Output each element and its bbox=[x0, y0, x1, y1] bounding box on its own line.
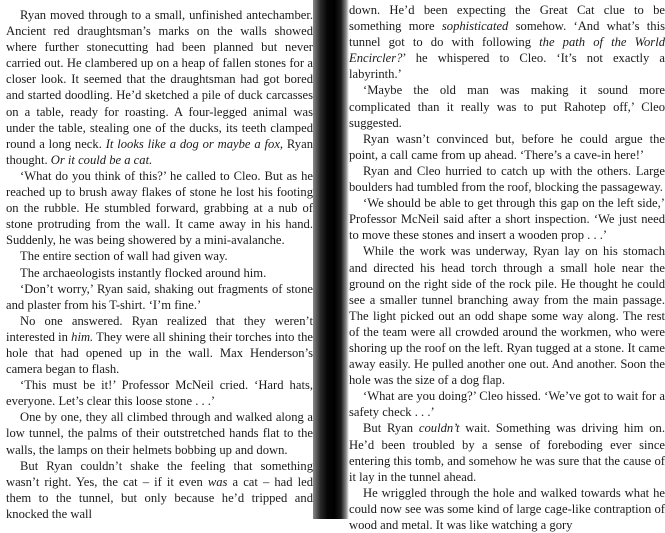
paragraph bbox=[6, 7, 313, 168]
paragraph bbox=[6, 168, 313, 248]
text-run: ’ he whispered to Cleo. ‘It’s not exactly a labyrinth.’ bbox=[349, 51, 665, 82]
text-run: ‘This must be it!’ Professor McNeil cried. ‘Hard hats, everyone. Let’s clear this loose stone . . .’ bbox=[6, 378, 313, 409]
text-run: wait. Something was driving him on. He’d been troubled by a sense of foreboding ever since entering this tomb, and somehow he was sure that the cause of it lay in the tunnel ahead. bbox=[349, 421, 665, 484]
text-run: Ryan wasn’t convinced but, before he could argue the point, a call came from up ahead. ‘There’s a cave-in here!’ bbox=[349, 131, 665, 162]
text-run: ‘What do you think of this?’ he called to Cleo. But as he reached up to brush away flakes of stone he lost his footing on the rubble. He stumbled forward, grabbing at a nub of stone protruding from the wall. It came away in his hand. Suddenly, he was being showered by a mini-avalanche. bbox=[6, 168, 313, 248]
text-run: But Ryan bbox=[363, 421, 419, 436]
italic-text: It looks like a dog or maybe a fox, bbox=[105, 136, 284, 151]
paragraph bbox=[349, 2, 665, 82]
text-run: He wriggled through the hole and walked towards what he could now see was some kind of large cage-like contraption of wood and metal. It was like watching a gory bbox=[349, 485, 665, 532]
paragraph bbox=[349, 195, 665, 243]
text-run: ‘Maybe the old man was making it sound more complicated than it really was to put Rahotep off,’ Cleo suggested. bbox=[349, 83, 665, 130]
text-run: down. He’d been expecting the Great Cat clue to be something more bbox=[349, 3, 665, 34]
paragraph bbox=[349, 131, 665, 163]
paragraph bbox=[6, 281, 313, 313]
paragraph bbox=[6, 265, 313, 281]
italic-text: him. bbox=[71, 329, 94, 344]
italic-text: Or it could be a cat. bbox=[50, 152, 153, 167]
paragraph bbox=[6, 313, 313, 377]
left-page bbox=[6, 0, 313, 526]
text-run: While the work was underway, Ryan lay on his stomach and directed his head torch through a small hole near the ground on the right side of the rock pile. He thought he could see a smaller tunnel branching away from the main passage. The light picked out an odd shape some way along. The rest of the team were all crowded around the workmen, who were shoring up the roof on the left. Ryan tugged at a stone. It came away easily. He pulled another one out. And another. Soon the hole was the size of a dog flap. bbox=[349, 244, 665, 388]
right-page bbox=[349, 0, 665, 532]
text-run: One by one, they all climbed through and walked along a low tunnel, the palms of their outstretched hands flat to the walls, the lamps on their helmets bobbing up and down. bbox=[6, 410, 313, 457]
italic-text: the path of the World Encircler? bbox=[349, 35, 665, 66]
paragraph bbox=[6, 248, 313, 264]
text-run: No one answered. Ryan realized that they weren’t interested in bbox=[6, 313, 313, 344]
paragraph bbox=[6, 409, 313, 457]
text-run: Ryan thought. bbox=[6, 136, 313, 167]
text-run: But Ryan couldn’t shake the feeling that something wasn’t right. Yes, the cat – if it even bbox=[6, 458, 313, 489]
text-run: somehow. ‘And what’s this tunnel got to do with following bbox=[349, 19, 665, 50]
paragraph bbox=[6, 377, 313, 409]
italic-text: was bbox=[207, 474, 228, 489]
paragraph bbox=[349, 243, 665, 388]
text-run: The entire section of wall had given way. bbox=[20, 249, 228, 264]
book-gutter bbox=[313, 0, 349, 519]
text-run: a cat – had led them to the tunnel, but only because he’d tripped and knocked the wall bbox=[6, 474, 313, 521]
text-run: ‘Don’t worry,’ Ryan said, shaking out fragments of stone and plaster from his T-shirt. ‘I’m fine.’ bbox=[6, 281, 313, 312]
text-run: Ryan moved through to a small, unfinished antechamber. Ancient red draughtsman’s marks on the walls showed where further stonecutting had been planned but never carried out. He clambered up on a heap of fallen stones for a closer look. It seemed that the draughtsman had got bored and started doodling. He’d sketched a pile of duck carcasses on a table, ready for roasting. A four-legged animal was under the table, stealing one of the ducks, its teeth clamped round a long neck. bbox=[6, 8, 313, 151]
text-run: The archaeologists instantly flocked around him. bbox=[20, 265, 267, 280]
text-run: Ryan and Cleo hurried to catch up with the others. Large boulders had tumbled from the roof, blocking the passageway. bbox=[349, 163, 665, 195]
text-run: They were all shining their torches into the hole that had opened up in the wall. Max Henderson’s camera began to flash. bbox=[6, 329, 313, 377]
paragraph bbox=[349, 82, 665, 130]
paragraph bbox=[349, 163, 665, 195]
paragraph bbox=[349, 485, 665, 533]
italic-text: sophisticated bbox=[441, 19, 509, 34]
italic-text: couldn’t bbox=[418, 421, 460, 436]
text-run: ‘What are you doing?’ Cleo hissed. ‘We’ve got to wait for a safety check . . .’ bbox=[349, 389, 665, 420]
paragraph bbox=[349, 388, 665, 420]
paragraph bbox=[349, 420, 665, 484]
paragraph bbox=[6, 458, 313, 522]
text-run: ‘We should be able to get through this gap on the left side,’ Professor McNeil said after a short inspection. ‘We just need to move these stones and insert a wooden prop . . .’ bbox=[349, 196, 665, 243]
